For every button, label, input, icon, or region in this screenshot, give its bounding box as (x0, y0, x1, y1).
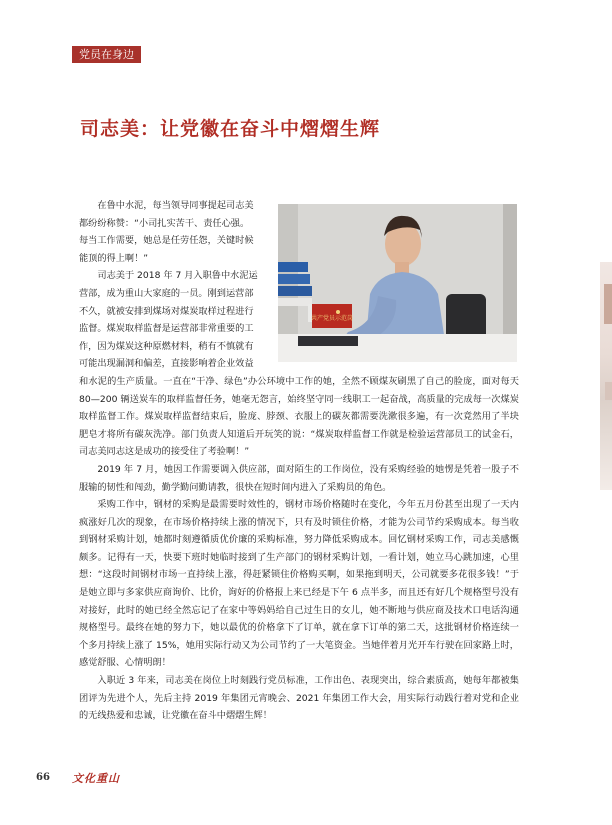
adjacent-page-edge (600, 262, 612, 490)
paragraph-4: 采购工作中，钢材的采购是最需要时效性的，钢材市场价格随时在变化，今年五月份甚至出现了一天内疯涨好几次的现象，在市场价格持续上涨的情况下，只有及时锁住价格，才能为公司节约采购成本。每当收到钢材采购计划，她都时刻遵循质优价廉的采购标准，努力降低采购成本。回忆钢材采购工作，司志美感慨颇多。记得有一天，快要下班时她临时接到了生产部门的钢材采购计划，一看计划，她立马心跳加速，心里想：“这段时间钢材市场一直持续上涨，得赶紧锁住价格购买啊，如果拖到明天，公司就要多花很多钱！”于是她立即与多家供应商询价、比价，询好的价格报上来已经是下午 6 点半多，而且还有好几个规格型号没有对接好，此时的她已经全然忘记了在家中等妈妈给自己过生日的女儿，她不断地与供应商及技术口电话沟通规格型号。最终在她的努力下，她以最优的价格拿下了订单，就在拿下订单的第二天，这批钢材价格连续一个多月持续上涨了 15%，她用实际行动又为公司节约了一大笔资金。当她伴着月光开车行驶在回家路上时，感觉舒服、心情明朗！ (79, 499, 519, 669)
article-title: 司志美：让党徽在奋斗中熠熠生辉 (80, 118, 381, 140)
desk-sign-text: 共产党员示范岗 (310, 315, 354, 322)
paragraph-3: 2019 年 7 月，她因工作需要调入供应部，面对陌生的工作岗位，没有采购经验的她愣是凭着一股子不服输的韧性和闯劲，勤学勤问勤请教，很快在短时间内进入了采购员的角色。 (79, 463, 519, 493)
intro-paragraph: 在鲁中水泥，每当领导同事提起司志美 都纷纷称赞：“小司扎实苦干、责任心强。 每当工作需要，她总是任劳任怨，关键时候 能顶的得上啊！” 司志美于 2018 年 7 月入职鲁中水泥运 营部，成为重山大家庭的一员。刚到运营部 不久，就被安排到煤场对煤炭取样过程进行 监督。煤炭取样监督是运营部非常重要的工 作，因为煤炭这种原燃材料，稍有不慎就有 可能出现漏洞和偏差，直接影响着企业效益 (79, 200, 258, 370)
paragraph-5: 入职近 3 年来，司志美在岗位上时刻践行党员标准，工作出色、表现突出，综合素质高，她每年都被集团评为先进个人，先后主持 2019 年集团元宵晚会、2021 年集团工作大会，用实际行动践行着对党和企业的无线热爱和忠诚，让党徽在奋斗中熠熠生辉！ (79, 675, 519, 722)
paragraph-2-continued: 和水泥的生产质量。一直在“干净、绿色”办公环境中工作的她，全然不顾煤灰刷黑了自己的脸庞，面对每天 80—200 辆送炭车的取样监督任务，她毫无怨言，始终坚守同一线职工一起奋战，高质量的完成每一次煤炭取样监督工作。煤炭取样监督结束后，脸庞、脖颈、衣服上的碳灰都需要洗漱很多遍，有一次竟然用了半块肥皂才将所有碳灰洗净。部门负责人知道后开玩笑的说：“煤炭取样监督工作就是检验运营部员工的试金石，司志美同志这是成功的接受住了考验啊！” (79, 375, 519, 458)
magazine-logo: 文化重山 (72, 772, 120, 785)
page-number: 66 (36, 772, 50, 783)
article-body (79, 197, 519, 725)
section-tag: 党员在身边 (72, 46, 141, 63)
